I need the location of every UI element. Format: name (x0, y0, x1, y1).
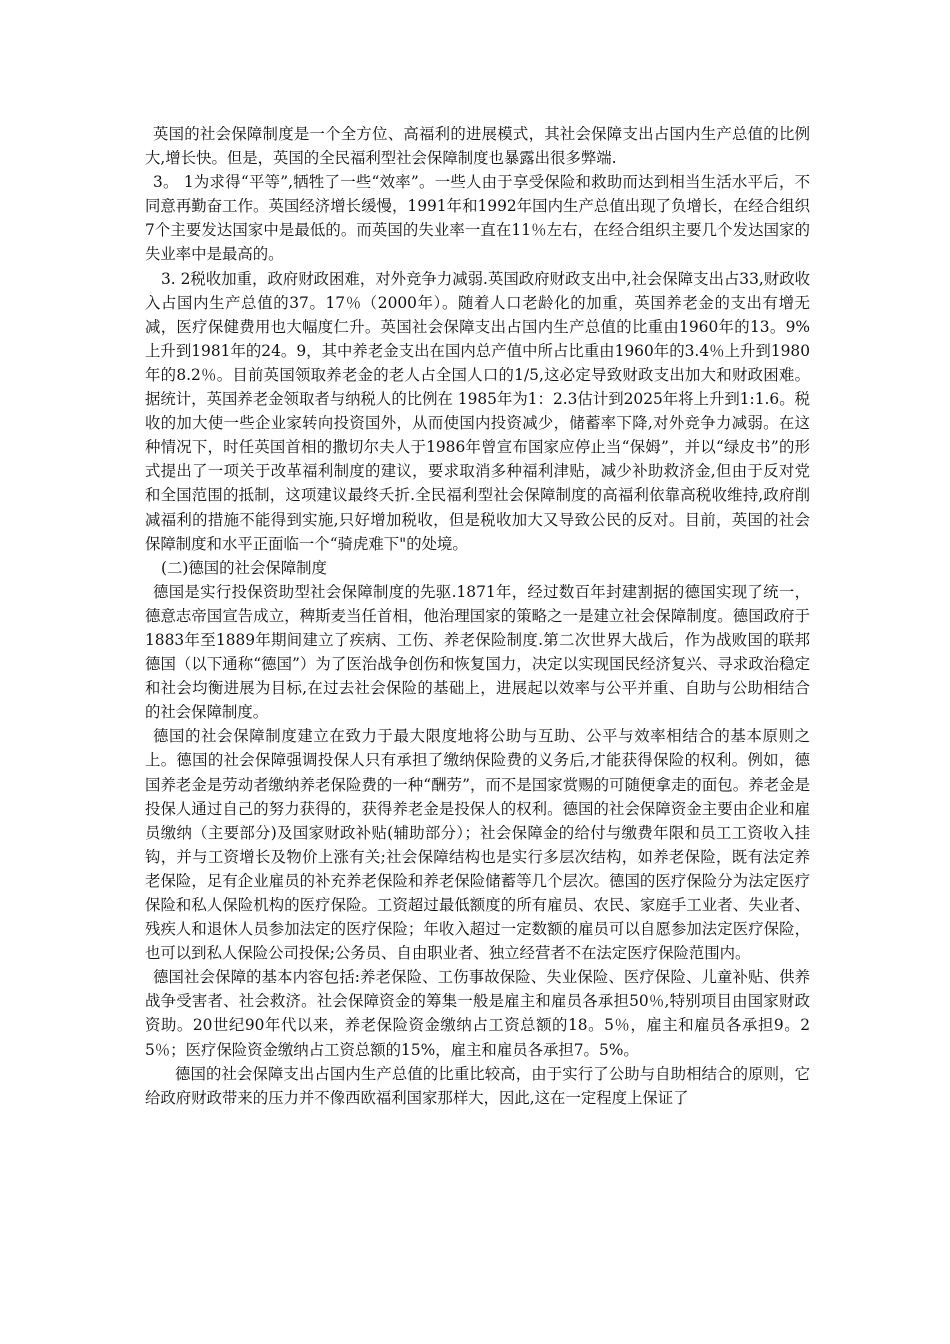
paragraph-germany-history: 德国是实行投保资助型社会保障制度的先驱.1871年，经过数百年封建割据的德国实现了统一，德意志帝国宣告成立，稗斯麦当任首相，他治理国家的策略之一是建立社会保障制度。德国政府于1883年至1889年期间建立了疾病、工伤、养老保险制度.第二次世界大战后，作为战败国的联邦德国（以下通称“德国”）为了医治战争创伤和恢复国力，决定以实现国民经济复兴、寻求政治稳定和社会均衡进展为目标,在过去社会保险的基础上，进展起以效率与公平并重、自助与公助相结合的社会保障制度。 (145, 582, 810, 722)
paragraph-section-3-1: 3。 1为求得“平等”,牺牲了一些“效率”。一些人由于享受保险和救助而达到相当生活水平后，不同意再勤奋工作。英国经济增长缓慢，1991年和1992年国内生产总值出现了负增长，在经合组织7个主要发达国家中是最低的。而英国的失业率一直在11％左右，在经合组织主要几个发达国家的失业率中是最高的。 (145, 173, 810, 264)
paragraph-uk-overview: 英国的社会保障制度是一个全方位、高福利的进展模式，其社会保障支出占国内生产总值的比例大,增长快。但是，英国的全民福利型社会保障制度也暴露出很多弊端. (145, 125, 810, 168)
paragraph-germany-content: 德国社会保障的基本内容包括:养老保险、工伤事故保险、失业保险、医疗保险、儿童补贴、供养战争受害者、社会救济。社会保障资金的筹集一般是雇主和雇员各承担50％,特别项目由国家财政资助。20世纪90年代以来，养老保险资金缴纳占工资总额的18。5％，雇主和雇员各承担9。25％；医疗保险资金缴纳占工资总额的15%，雇主和雇员各承担7。5%。 (145, 968, 810, 1059)
paragraph-germany-principles: 德国的社会保障制度建立在致力于最大限度地将公助与互助、公平与效率相结合的基本原则之上。德国的社会保障强调投保人只有承担了缴纳保险费的义务后,才能获得保险的权利。例如，德国养老金是劳动者缴纳养老保险费的一种“酬劳”，而不是国家赏赐的可随便拿走的面包。养老金是投保人通过自己的努力获得的，获得养老金是投保人的权利。德国的社会保障资金主要由企业和雇员缴纳（主要部分)及国家财政补贴(辅助部分）；社会保障金的给付与缴费年限和员工工资收入挂钩，并与工资增长及物价上涨有关;社会保障结构也是实行多层次结构，如养老保险，既有法定养老保险，足有企业雇员的补充养老保险和养老保险储蓄等几个层次。德国的医疗保险分为法定医疗保险和私人保险机构的医疗保险。工资超过最低额度的所有雇员、农民、家庭手工业者、失业者、残疾人和退休人员参加法定的医疗保险；年收入超过一定数额的雇员可以自愿参加法定医疗保险，也可以到私人保险公司投保;公务员、自由职业者、独立经营者不在法定医疗保险范围内。 (145, 727, 810, 963)
paragraph-germany-expenditure: 德国的社会保障支出占国内生产总值的比重比较高，由于实行了公助与自助相结合的原则，它给政府财政带来的压力并不像西欧福利国家那样大，因此,这在一定程度上保证了 (145, 1064, 810, 1107)
section-heading-germany: (二)德国的社会保障制度 (161, 558, 327, 577)
paragraph-section-3-2: 3. 2税收加重，政府财政困难，对外竞争力减弱.英国政府财政支出中,社会保障支出占33,财政收入占国内生产总值的37。17％（2000年）。随着人口老龄化的加重，英国养老金的支出有增无减，医疗保健费用也大幅度仁升。英国社会保障支出占国内生产总值的比重由1960年的13。9%上升到1981年的24。9，其中养老金支出在国内总产值中所占比重由1960年的3.4％上升到1980年的8.2％。目前英国领取养老金的老人占全国人口的1/5,这必定导致财政支出加大和财政困难。据统计，英国养老金领取者与纳税人的比例在 1985年为1：2.3估计到2025年将上升到1:1.6。税收的加大使一些企业家转向投资国外，从而使国内投资减少，储蓄率下降,对外竞争力减弱。在这种情况下，时任英国首相的撒切尔夫人于1986年曾宣布国家应停止当“保姆”，并以“绿皮书”的形式提出了一项关于改革福利制度的建议，要求取消多种福利津贴，减少补助救济金,但由于反对党和全国范围的抵制，这项建议最终夭折.全民福利型社会保障制度的高福利依靠高税收维持,政府削减福利的措施不能得到实施,只好增加税收，但是税收加大又导致公民的反对。目前，英国的社会保障制度和水平正面临一个“骑虎难下"的处境。 (145, 269, 810, 553)
document-page (145, 122, 810, 1110)
